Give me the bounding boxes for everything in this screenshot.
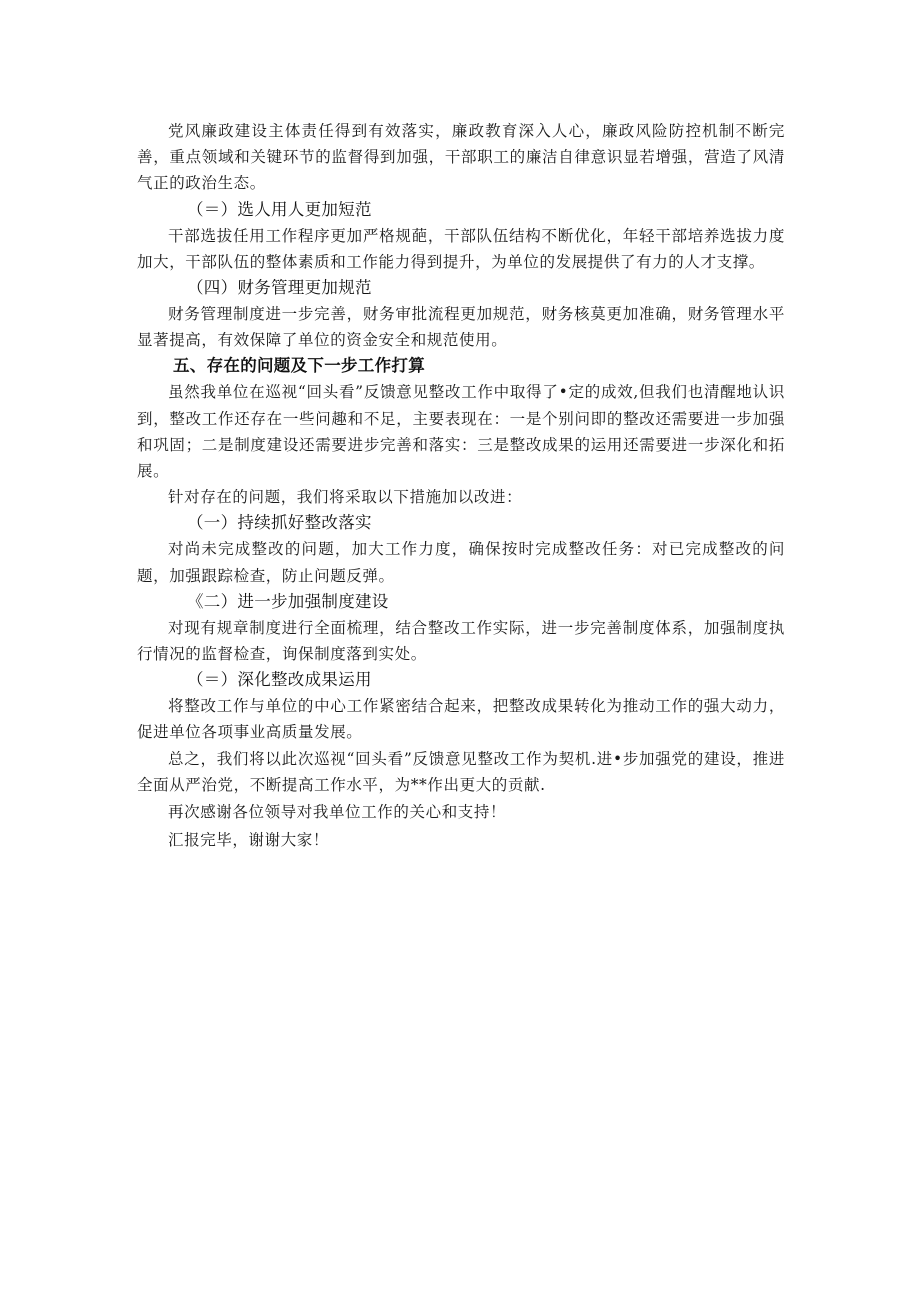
paragraph-problems: 虽然我单位在巡视“回头看”反馈意见整改工作中取得了•定的成效,但我们也清醒地认识到，整改工作还存在一些问趣和不足，主要表现在：一是个别问即的整改还需要进一步加强和巩固；二是制度建设还需要进步完善和落实：三是整改成果的运用还需要进一步深化和拓展。 [137, 383, 785, 481]
paragraph-integrity: 党风廉政建设主体责任得到有效落实，廉政教育深入人心，廉政风险防控机制不断完善，重点领域和关键环节的监督得到加强，干部职工的廉洁自律意识显若增强，营造了风清气正的政治生态。 [137, 122, 785, 193]
heading-measure-two: 《二）进一步加强制度建设 [187, 591, 389, 611]
heading-measure-three: （＝）深化整改成果运用 [187, 670, 372, 690]
document-body [137, 118, 785, 854]
paragraph-finance: 财务管理制度进一步完善，财务审批流程更加规范，财务核莫更加准确，财务管理水平显著提高，有效保障了单位的资金安全和规范使用。 [137, 305, 785, 350]
paragraph-measure-three: 将整改工作与单位的中心工作紧密结合起来，把整改成果转化为推动工作的强大动力，促进单位各项事业高质量发展。 [137, 697, 785, 742]
heading-section-four-finance: （四）财务管理更加规范 [187, 278, 372, 298]
paragraph-measure-one: 对尚未完成整改的问题，加大工作力度，确保按时完成整改任务：对已完成整改的问题，加强跟踪检查，防止问题反弹。 [137, 540, 785, 585]
heading-measure-one: （一）持续抓好整改落实 [187, 513, 372, 533]
heading-section-three-selection: （＝）选人用人更加短范 [187, 199, 372, 219]
paragraph-measure-two: 对现有规章制度进行全面梳理，结合整改工作实际，进一步完善制度体系，加强制度执行情况的监督检查，询保制度落到实处。 [137, 618, 785, 664]
paragraph-conclusion: 总之，我们将以此次巡视“回头看”反馈意见整改工作为契机.进•步加强党的建设，推进全面从严治党，不断提高工作水平，为**作出更大的贡献. [137, 749, 785, 794]
closing-end: 汇报完毕，谢谢大家！ [168, 831, 330, 850]
closing-thanks: 再次感谢各位领导对我单位工作的关心和支持！ [168, 803, 507, 822]
heading-problems-and-plans: 五、存在的问题及下一步工作打算 [173, 356, 425, 376]
paragraph-measures-intro: 针对存在的问题，我们将采取以下措施加以改进： [168, 488, 523, 507]
paragraph-cadre-selection: 干部选拔任用工作程序更加严格规葩，干部队伍结构不断优化，年轻干部培养选拔力度加大，干部队伍的整体素质和工作能力得到提升，为单位的发展提供了有力的人才支撑。 [137, 226, 785, 271]
